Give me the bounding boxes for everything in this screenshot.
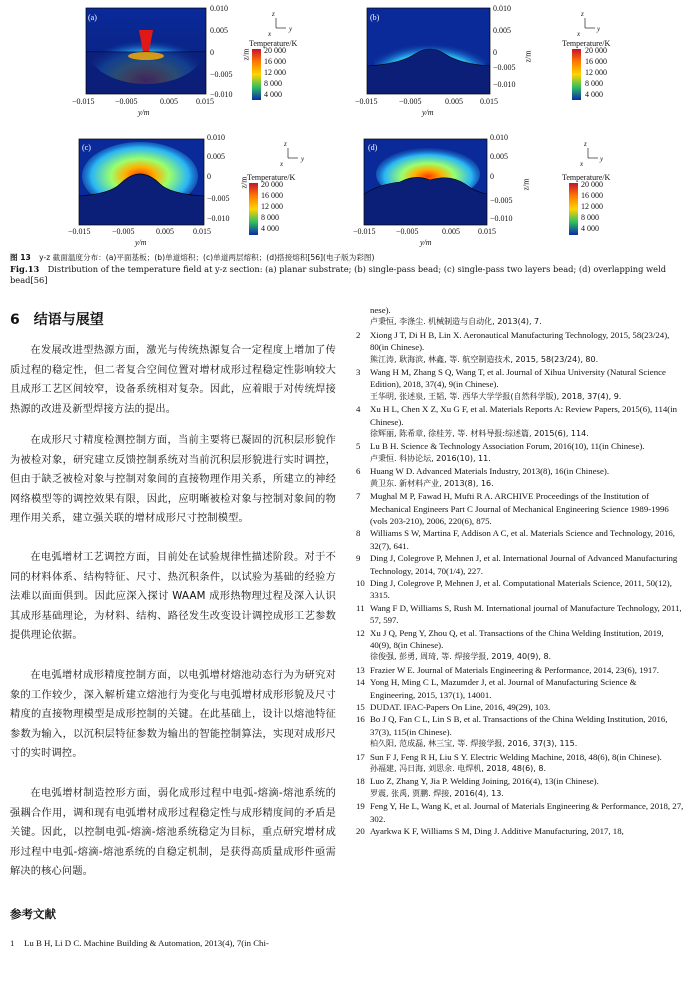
paragraph-5: 在电弧增材制造控形方面，弱化成形过程中电弧-熔滴-熔池系统的强耦合作用，调和现有电弧增材成形过程稳定性与成形精度间的矛盾是关键。因此，以控制电弧-熔滴-熔池系统稳定为目标，重点研究增材成形过程中电弧-熔滴-熔池系统的自稳定机制，是获得高质量成形件亟需解决的核心问题。 [10, 788, 336, 878]
panel-label-d: (d) [368, 143, 378, 152]
colorbar [252, 49, 261, 100]
panel-label-b: (b) [370, 13, 380, 22]
xtick: 0.015 [193, 227, 211, 236]
ylabel: z/m [523, 50, 533, 63]
ytick: −0.010 [493, 80, 516, 89]
legend-title: Temperature/K [249, 39, 298, 48]
axis-z: z [284, 140, 287, 148]
legend-entry: 16 000 [261, 191, 283, 200]
xtick: 0.005 [156, 227, 174, 236]
reference-item [356, 527, 684, 552]
melt-pool [128, 52, 164, 60]
legend-title: Temperature/K [562, 39, 611, 48]
xlabel: y/m [422, 108, 434, 117]
reference-item [356, 701, 684, 713]
reference-number: 17 [356, 751, 365, 762]
xlabel: y/m [420, 238, 432, 247]
ytick: −0.005 [493, 63, 516, 72]
reference-text: Xiong J T, Di H B, Lin X. Aeronautical Manufacturing Technology, 2015, 58(23/24), 80(in Chinese). [370, 329, 670, 353]
panel-b-svg [340, 0, 693, 124]
reference-item [356, 552, 684, 577]
reference-item [356, 366, 684, 403]
xtick: 0.015 [478, 227, 496, 236]
reference-item [356, 664, 684, 676]
legend-entry: 8 000 [581, 213, 599, 222]
reference-text: Wang H M, Zhang S Q, Wang T, et al. Journal of Xihua University (Natural Science Edition), 2018, 37(4), 9(in Chinese). [370, 367, 666, 390]
reference-text-cn: 罗震, 张禹, 贾鹏. 焊接, 2016(4), 13. [370, 788, 504, 798]
reference-text-cn: 柏久阳, 范成磊, 林三宝, 等. 焊接学报, 2016, 37(3), 115. [370, 739, 578, 749]
reference-number: 18 [356, 776, 365, 787]
ytick: 0.005 [207, 152, 225, 161]
legend-entry: 4 000 [261, 224, 279, 233]
reference-item [356, 775, 684, 800]
reference-item [356, 403, 684, 440]
reference-text: Frazier W E. Journal of Materials Engineering & Performance, 2014, 23(6), 1917. [370, 664, 659, 675]
reference-text: Ding J, Colegrove P, Mehnen J, et al. Computational Materials Science, 2011, 50(12), 3315. [370, 577, 672, 601]
reference-text: Yong H, Ming C L, Mazumder J, et al. Journal of Manufacturing Science & Engineering, 2015, 137(1), 14001. [370, 677, 637, 700]
reference-text: Lu B H. Science & Technology Association Forum, 2016(10), 11(in Chinese). [370, 441, 645, 452]
axis-x: x [280, 160, 284, 168]
axis-x: x [577, 30, 581, 38]
reference-text: Xu H L, Chen X Z, Xu G F, et al. Materials Reports A: Review Papers, 2015(6), 114(in Chinese). [370, 404, 678, 427]
reference-number: 14 [356, 677, 365, 688]
reference-item [356, 602, 684, 627]
xtick: −0.015 [353, 227, 376, 236]
legend-entry: 12 000 [264, 68, 286, 77]
xtick: −0.005 [115, 97, 138, 106]
reference-text: Wang F D, Williams S, Rush M. International journal of Manufacture Technology, 2011, 57, 597. [370, 602, 682, 626]
axes-glyph [585, 18, 595, 28]
reference-text-cn: 孙福建, 冯日海, 刘思余. 电焊机, 2018, 48(6), 8. [370, 764, 547, 774]
reference-item [356, 751, 684, 776]
axis-x: x [268, 30, 272, 38]
ytick: 0 [490, 172, 494, 181]
reference-number: 13 [356, 664, 365, 675]
axes-glyph [288, 148, 298, 158]
paragraph-1: 在发展改进型热源方面，激光与传统热源复合一定程度上增加了传质过程的稳定性，但二者复合空间位置对增材成形过程稳定性影响较大且成形工艺区间较窄，设备系统相对复杂。因此，应着眼于对传统焊接热源的改进及新型焊接方法的提出。 [10, 345, 336, 415]
reference-item [356, 800, 684, 825]
axis-z: z [584, 140, 587, 148]
xtick: −0.005 [399, 97, 422, 106]
reference-text-cn: 徐辉丽, 陈希章, 徐桂芳, 等. 材料导报:综述篇, 2015(6), 114. [370, 429, 589, 439]
panel-label-c: (c) [82, 143, 91, 152]
xtick: −0.005 [112, 227, 135, 236]
reference-number: 15 [356, 702, 365, 712]
reference-text-cn: 卢秉恒. 科协论坛, 2016(10), 11. [370, 453, 491, 463]
reference-number: 3 [356, 367, 361, 378]
reference-text: Sun F J, Feng R H, Liu S Y. Electric Welding Machine, 2018, 48(6), 8(in Chinese). [370, 751, 662, 762]
legend-title: Temperature/K [247, 173, 296, 182]
reference-1 [10, 937, 354, 949]
reference-number: 11 [356, 602, 365, 613]
reference-text: Luo Z, Zhang Y, Jia P. Welding Joining, 2016(4), 13(in Chinese). [370, 776, 599, 787]
axis-y: y [289, 25, 293, 33]
reference-text: Ding J, Colegrove P, Mehnen J, et al. International Journal of Advanced Manufacturing Technology, 2014, 70(1/4), 227. [370, 553, 678, 576]
xlabel: y/m [138, 108, 150, 117]
reference-item [356, 465, 684, 490]
reference-number: 8 [356, 528, 361, 539]
colorbar [572, 49, 581, 100]
legend-entry: 8 000 [261, 213, 279, 222]
caption-cn-num: 图 13 [10, 253, 31, 262]
ytick: −0.005 [207, 194, 230, 203]
ytick: 0 [207, 172, 211, 181]
panel-b [340, 0, 693, 124]
ytick: 0 [210, 48, 214, 57]
xtick: −0.005 [396, 227, 419, 236]
figure-caption [10, 252, 684, 287]
reference-text: Ayarkwa K F, Williams S M, Ding J. Additive Manufacturing, 2017, 18, [370, 826, 624, 837]
caption-cn [10, 252, 684, 264]
ytick: −0.005 [210, 70, 233, 79]
xtick: −0.015 [355, 97, 378, 106]
legend-entry: 20 000 [261, 180, 283, 189]
reference-item [356, 676, 684, 701]
axis-y: y [301, 155, 305, 163]
legend-entry: 20 000 [264, 46, 286, 55]
ytick: 0.010 [207, 133, 225, 142]
legend-entry: 8 000 [264, 79, 282, 88]
reference-text-cn: 徐俊强, 彭勇, 周琦, 等. 焊接学报, 2019, 40(9), 8. [370, 652, 552, 662]
axes-glyph [276, 18, 286, 28]
reference-item [356, 490, 684, 527]
legend-entry: 8 000 [585, 79, 603, 88]
reference-text: Mughal M P, Fawad H, Mufti R A. ARCHIVE Proceedings of the Institution of Mechanical Engineers Part C Journal of Mechanical Engineering Science 1989-1996 (vols 203-210), 2006, 220(6), 875. [370, 491, 669, 526]
reference-item [356, 440, 684, 465]
xtick: 0.005 [445, 97, 463, 106]
reference-continuation: nese). [370, 305, 391, 315]
caption-cn-text: y-z 截面温度分布：(a)平面基板；(b)单道熔积；(c)单道两层熔积；(d)搭接熔积[56](电子版为彩图) [39, 253, 375, 262]
xtick: 0.015 [196, 97, 214, 106]
colorbar [249, 183, 258, 235]
xtick: 0.015 [480, 97, 498, 106]
reference-number: 19 [356, 801, 365, 812]
legend-entry: 4 000 [581, 224, 599, 233]
reference-number: 9 [356, 553, 361, 564]
ytick: −0.010 [490, 214, 513, 223]
reference-number: 12 [356, 627, 365, 638]
reference-number: 1 [10, 938, 15, 948]
reference-text-cn: 王华明, 张述泉, 王韬, 等. 西华大学学报(自然科学版), 2018, 37(4), 9. [370, 391, 622, 401]
reference-number: 6 [356, 466, 361, 477]
reference-text: DUDAT. IFAC-Papers On Line, 2016, 49(29), 103. [370, 702, 551, 712]
colorbar [569, 183, 578, 235]
reference-text: Williams S W, Martina F, Addison A C, et al. Materials Science and Technology, 2016, 32(7), 641. [370, 528, 675, 551]
ytick: −0.005 [490, 196, 513, 205]
legend-entry: 16 000 [581, 191, 603, 200]
xtick: −0.015 [72, 97, 95, 106]
ylabel: z/m [241, 48, 251, 61]
caption-en [10, 264, 684, 287]
legend-entry: 4 000 [585, 90, 603, 99]
reference-number: 7 [356, 491, 361, 502]
references-title: 参考文献 [10, 907, 56, 921]
xtick: 0.005 [160, 97, 178, 106]
axes-glyph [588, 148, 598, 158]
reference-item [356, 329, 684, 366]
ytick: 0.005 [210, 26, 228, 35]
caption-en-num: Fig.13 [10, 263, 40, 274]
reference-continuation-cn: 卢秉恒, 李涤尘. 机械制造与自动化, 2013(4), 7. [370, 317, 542, 327]
reference-number: 10 [356, 577, 365, 588]
ytick: −0.010 [210, 90, 233, 99]
reference-text-cn: 黄卫东. 新材料产业, 2013(8), 16. [370, 478, 494, 488]
reference-text: Xu J Q, Peng Y, Zhou Q, et al. Transactions of the China Welding Institution, 2019, 40(9), 8(in Chinese). [370, 627, 664, 650]
axis-z: z [581, 10, 584, 18]
reference-item [356, 577, 684, 602]
panel-d [340, 124, 693, 249]
reference-text: Bo J Q, Fan C L, Lin S B, et al. Transactions of the China Welding Institution, 2016, 37(3), 115(in Chinese). [370, 714, 668, 737]
reference-text: Feng Y, He L, Wang K, et al. Journal of Materials Engineering & Performance, 2018, 27, 302. [370, 801, 684, 824]
legend-entry: 20 000 [585, 46, 607, 55]
xtick: −0.015 [68, 227, 91, 236]
legend-entry: 16 000 [264, 57, 286, 66]
reference-item [356, 713, 684, 750]
ylabel: z/m [239, 176, 249, 189]
legend-entry: 12 000 [261, 202, 283, 211]
reference-number: 2 [356, 329, 361, 340]
legend-title: Temperature/K [562, 173, 611, 182]
ytick: 0.010 [490, 133, 508, 142]
paragraph-4: 在电弧增材成形精度控制方面，以电弧增材熔池动态行为为研究对象的工作较少，深入解析建立熔池行为变化与电弧增材成形形貌及尺寸精度的直接物理模型是成形控制的关键。在此基础上，设计以熔池特征参数为输入，以沉积层特征参数为输出的智能控制算法，实现对成形尺寸的实时调控。 [10, 670, 336, 760]
paragraph-3: 在电弧增材工艺调控方面，目前处在试验规律性描述阶段。对于不同的材料体系、结构特征、尺寸、热沉积条件，以试验为基础的经验方法难以面面俱到。因此应深入探讨 WAAM 成形热物理过程及深入认识其成形基础理论，为材料、结构、路径发生改变设计调控成形工艺参数提供理论依据。 [10, 552, 336, 642]
reference-number: 20 [356, 826, 365, 837]
xlabel: y/m [135, 238, 147, 247]
reference-list [356, 304, 684, 837]
legend-entry: 12 000 [581, 202, 603, 211]
xtick: 0.005 [442, 227, 460, 236]
reference-number: 4 [356, 404, 361, 415]
reference-text-cn: 熊江涛, 耿海滨, 林鑫, 等. 航空制造技术, 2015, 58(23/24), 80. [370, 354, 599, 364]
legend-entry: 20 000 [581, 180, 603, 189]
legend-entry: 12 000 [585, 68, 607, 77]
ytick: 0.010 [493, 4, 511, 13]
section-title: 6 结语与展望 [10, 312, 104, 328]
legend-entry: 4 000 [264, 90, 282, 99]
panel-label-a: (a) [88, 13, 97, 22]
reference-item [356, 627, 684, 664]
caption-en-text: Distribution of the temperature field at y-z section: (a) planar substrate; (b) single-pass bead; (c) single-pass two layers bead; (d) overlapping weld bead[56] [10, 263, 667, 285]
reference-items [356, 329, 684, 838]
reference-item [356, 825, 684, 837]
panel-d-svg [340, 124, 693, 249]
reference-number: 16 [356, 714, 365, 725]
axis-x: x [580, 160, 584, 168]
legend-entry: 16 000 [585, 57, 607, 66]
reference-text: Huang W D. Advanced Materials Industry, 2013(8), 16(in Chinese). [370, 466, 610, 477]
ytick: 0.005 [493, 26, 511, 35]
axis-y: y [597, 25, 601, 33]
ytick: 0.010 [210, 4, 228, 13]
axis-z: z [272, 10, 275, 18]
reference-number: 5 [356, 441, 361, 452]
ytick: −0.010 [207, 214, 230, 223]
ytick: 0 [493, 48, 497, 57]
reference-text: Lu B H, Li D C. Machine Building & Automation, 2013(4), 7(in Chi- [24, 938, 269, 948]
paragraph-2: 在成形尺寸精度检测控制方面，当前主要将已凝固的沉积层形貌作为被检对象，研究建立反馈控制系统对当前沉积层形貌进行实时调控，但由于缺乏被检对象与控制对象间的直接物理作用关系，所建立的神经网络模型等的调控效果有限，因此，应明晰被检对象与控制对象间的物理作用关系，建立强关联的增材成形尺寸控制模型。 [10, 435, 336, 525]
axis-y: y [600, 155, 604, 163]
ylabel: z/m [521, 178, 531, 191]
ytick: 0.005 [490, 152, 508, 161]
